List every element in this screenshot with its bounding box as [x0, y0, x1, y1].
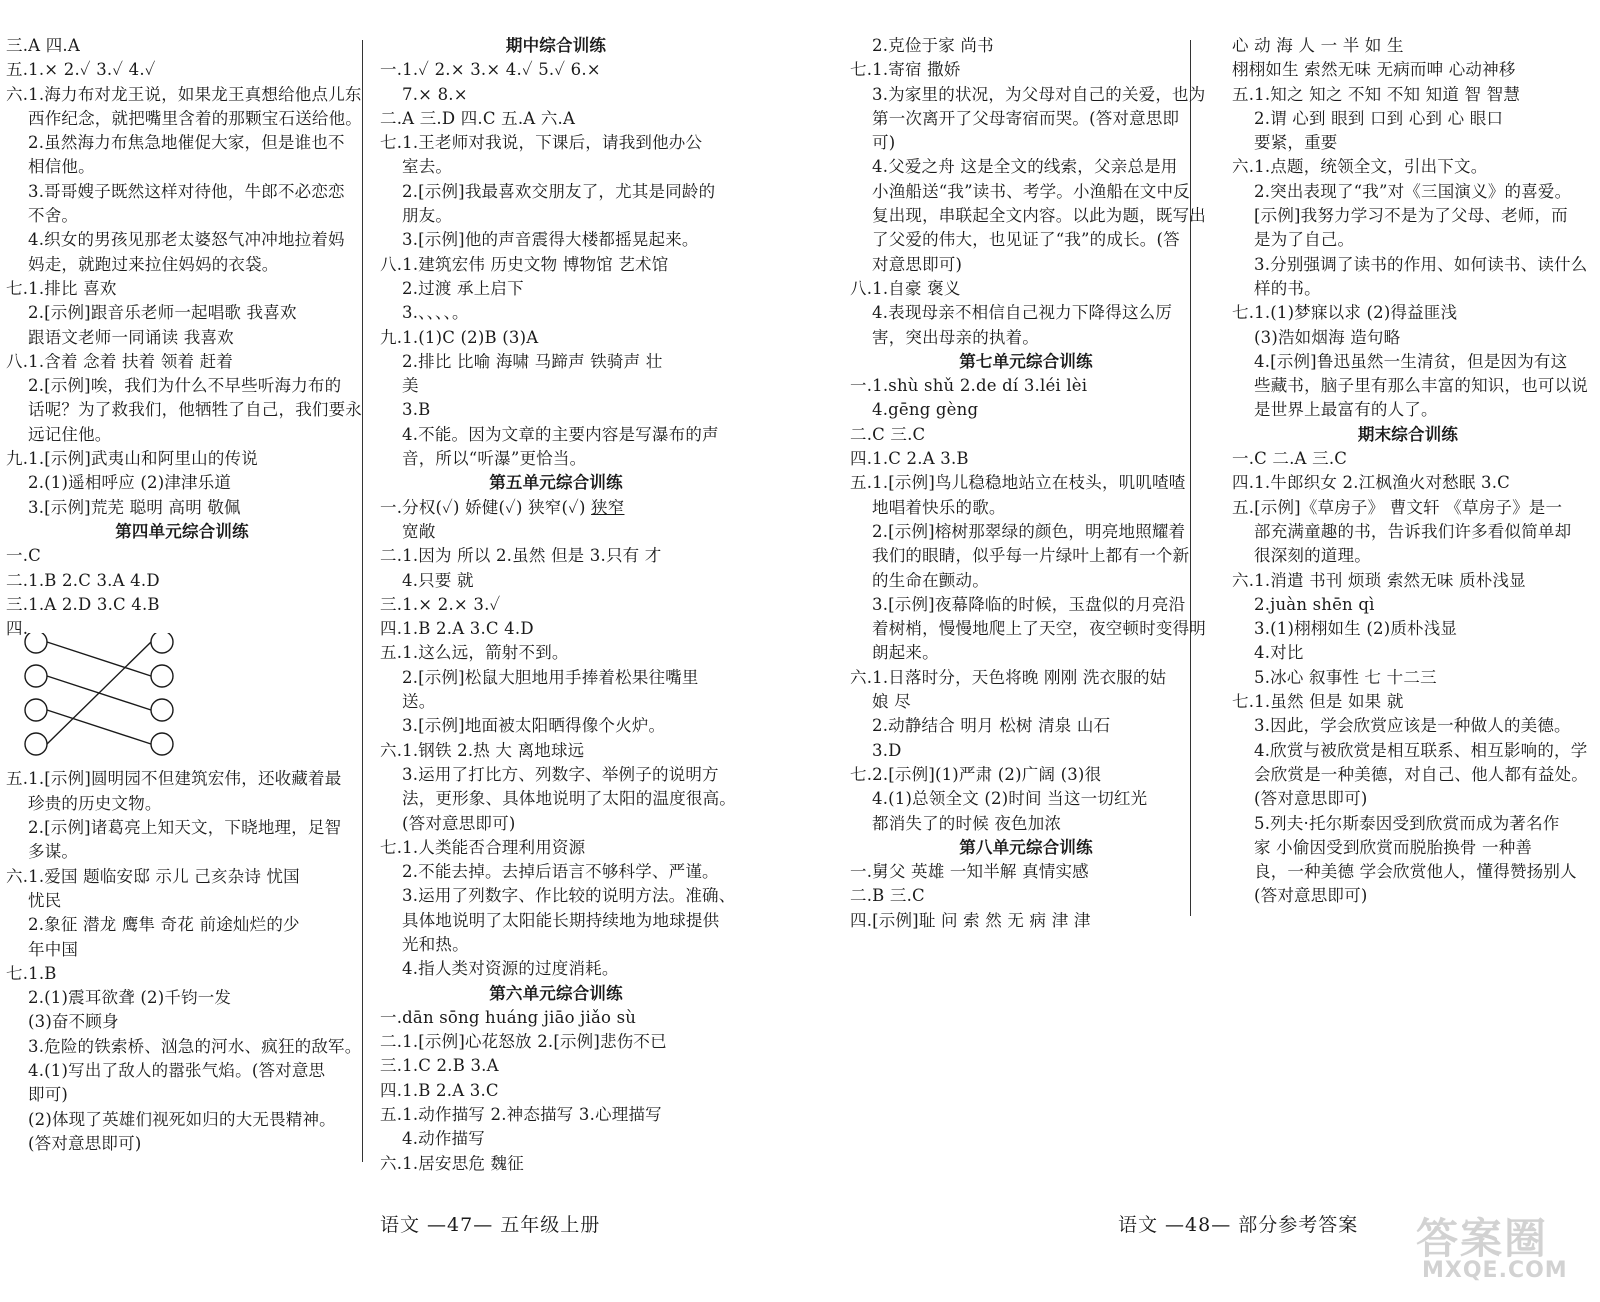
column-1: [6, 34, 362, 1156]
answer-line: 不舍。: [28, 206, 79, 226]
answer-line: 七.1.人类能否合理利用资源: [380, 837, 586, 857]
answer-line: 7.× 8.×: [402, 84, 468, 104]
answer-line: 二.C 三.C: [850, 424, 926, 444]
answer-line: 六.1.日落时分，天色将晚 刚刚 洗衣服的姑: [850, 667, 1167, 687]
answer-line: 第一次离开了父母寄宿而哭。(答对意思即: [872, 108, 1180, 128]
answer-line: 2.[示例]我最喜欢交朋友了，尤其是同龄的: [402, 181, 716, 201]
answer-line: 七.1.虽然 但是 如果 就: [1232, 692, 1404, 712]
match-left-circle: [25, 633, 47, 653]
answer-line: 八.1.建筑宏伟 历史文物 博物馆 艺术馆: [380, 254, 669, 274]
answer-line: 可): [872, 133, 896, 153]
answer-line: 4.(1)写出了敌人的嚣张气焰。(答对意思: [28, 1060, 326, 1080]
answer-line: 2.突出表现了“我”对《三国演义》的喜爱。: [1254, 181, 1572, 201]
answer-line: 二.1.因为 所以 2.虽然 但是 3.只有 才: [380, 546, 662, 566]
answer-line: 2.[示例]唉，我们为什么不早些听海力布的: [28, 376, 342, 396]
answer-line: 4.gēng gèng: [872, 400, 979, 420]
match-line: [47, 642, 151, 676]
answer-line: 2.(1)震耳欲聋 (2)千钧一发: [28, 988, 232, 1008]
answer-line: 四.: [6, 619, 29, 639]
answer-line: 一.1.✓ 2.× 3.× 4.✓ 5.✓ 6.×: [380, 60, 601, 80]
answer-line: 害，突出母亲的执着。: [872, 327, 1039, 347]
answer-line: 五.1.动作描写 2.神态描写 3.心理描写: [380, 1105, 662, 1125]
section-title: 第六单元综合训练: [489, 983, 623, 1003]
section-title: 第四单元综合训练: [115, 521, 249, 541]
answer-line: 二.A 三.D 四.C 五.A 六.A: [380, 108, 576, 128]
answer-line: 七.1.寄宿 撒娇: [850, 60, 961, 80]
answer-line: 五.1.知之 知之 不知 不知 知道 智 智慧: [1232, 84, 1521, 104]
match-line: [47, 642, 151, 744]
answer-line: 三.1.A 2.D 3.C 4.B: [6, 594, 160, 614]
answer-line: 跟语文老师一同诵读 我喜欢: [28, 327, 234, 347]
answer-line: 4.指人类对资源的过度消耗。: [402, 959, 619, 979]
answer-line: 4.对比: [1254, 643, 1304, 663]
answer-line: 些藏书，脑子里有那么丰富的知识，也可以说: [1254, 376, 1588, 396]
answer-line: 年中国: [28, 939, 79, 959]
answer-line: 4.欣赏与被欣赏是相互联系、相互影响的，学: [1254, 740, 1588, 760]
section-title: 期中综合训练: [505, 36, 607, 55]
answer-line: 九.1.(1)C (2)B (3)A: [380, 327, 539, 347]
answer-line: 三.1.× 2.× 3.✓: [380, 594, 501, 614]
answer-line: 八.1.自豪 褒义: [850, 278, 961, 298]
answer-line: 话呢？为了救我们，他牺牲了自己，我们要永: [28, 400, 362, 420]
answer-line: 五.1.这么远，箭射不到。: [380, 643, 569, 663]
answer-line: 六.1.钢铁 2.热 大 离地球远: [380, 740, 585, 760]
match-right-circle: [151, 665, 173, 687]
answer-line: 4.父爱之舟 这是全文的线索，父亲总是用: [872, 157, 1178, 177]
answer-line: 一.dān sōng huáng jiāo jiǎo sù: [380, 1007, 637, 1027]
answer-line: 家 小偷因受到欣赏而脱胎换骨 一种善: [1254, 837, 1533, 857]
answer-line: 要紧，重要: [1254, 133, 1338, 153]
answer-line: 复出现，串联起全文内容。以此为题，既写出: [872, 206, 1206, 226]
answer-line: (答对意思即可): [402, 813, 516, 833]
answer-line: 2.过渡 承上启下: [402, 278, 524, 298]
answer-line: 3.(1)栩栩如生 (2)质朴浅显: [1254, 619, 1458, 639]
answer-line: 4.动作描写: [402, 1129, 485, 1149]
answer-line: 4.只要 就: [402, 570, 474, 590]
answer-line: 六.1.居安思危 魏征: [380, 1153, 524, 1173]
answer-line: 都消失了的时候 夜色加浓: [872, 813, 1062, 833]
answer-line: 5.冰心 叙事性 七 十二三: [1254, 667, 1437, 687]
answer-line: (3)浩如烟海 造句略: [1254, 327, 1401, 347]
section-title: 第八单元综合训练: [959, 837, 1093, 857]
answer-line: 具体地说明了太阳能长期持续地为地球提供: [402, 910, 720, 930]
answer-line: 2.[示例]跟音乐老师一起唱歌 我喜欢: [28, 303, 297, 323]
match-right-circle: [151, 699, 173, 721]
answer-line: 是为了自己。: [1254, 230, 1355, 250]
answer-line: [380, 496, 732, 520]
answer-line: 3.因此，学会欣赏应该是一种做人的美德。: [1254, 716, 1571, 736]
answer-line: 一.C: [6, 546, 41, 566]
answer-line: [示例]我努力学习不是为了父母、老师，而: [1254, 206, 1568, 226]
answer-line: 珍贵的历史文物。: [28, 793, 162, 813]
matching-diagram: [22, 641, 358, 767]
answer-line: 4.织女的男孩见那老太婆怒气冲冲地拉着妈: [28, 230, 345, 250]
column-divider-1: [362, 40, 363, 1162]
answer-line: 美: [402, 376, 419, 396]
answer-line: 2.排比 比喻 海啸 马蹄声 铁骑声 壮: [402, 351, 663, 371]
answer-line: 很深刻的道理。: [1254, 546, 1371, 566]
answer-line: 3.[示例]地面被太阳晒得像个火炉。: [402, 716, 666, 736]
answer-line: 4.(1)总领全文 (2)时间 当这一切红光: [872, 789, 1148, 809]
answer-line: 2.动静结合 明月 松树 清泉 山石: [872, 716, 1111, 736]
answer-line: 一.舅父 英雄 一知半解 真情实感: [850, 862, 1089, 882]
answer-line: 四.1.B 2.A 3.C: [380, 1080, 499, 1100]
column-4: [1232, 34, 1588, 909]
answer-line: 2.克俭于家 尚书: [872, 36, 994, 55]
match-right-circle: [151, 733, 173, 755]
answer-line: 九.1.[示例]武夷山和阿里山的传说: [6, 449, 258, 469]
answer-line: 四.1.B 2.A 3.C 4.D: [380, 619, 534, 639]
answer-line: 部充满童趣的书，告诉我们许多看似简单却: [1254, 521, 1572, 541]
answer-line: 小渔船送“我”读书、考学。小渔船在文中反: [872, 181, 1190, 201]
answer-line: 远记住他。: [28, 424, 112, 444]
answer-line: 2.[示例]榕树那翠绿的颜色，明亮地照耀着: [872, 521, 1186, 541]
answer-line: 三.A 四.A: [6, 36, 80, 55]
answer-line: 3.分别强调了读书的作用、如何读书、读什么: [1254, 254, 1588, 274]
answer-line: 七.1.B: [6, 963, 57, 983]
column-2: [380, 34, 736, 1176]
answer-line: 3.[示例]夜幕降临的时候，玉盘似的月亮沿: [872, 594, 1186, 614]
answer-line: 2.象征 潜龙 鹰隼 奇花 前途灿烂的少: [28, 915, 300, 935]
answer-line: 一.C 二.A 三.C: [1232, 449, 1348, 469]
answer-line: 六.1.海力布对龙王说，如果龙王真想给他点儿东: [6, 84, 362, 104]
answer-line: 二.1.B 2.C 3.A 4.D: [6, 570, 160, 590]
answer-line: 送。: [402, 692, 436, 712]
answer-line: 2.[示例]松鼠大胆地用手捧着松果往嘴里: [402, 667, 699, 687]
answer-line: 3.[示例]他的声音震得大楼都摇晃起来。: [402, 230, 699, 250]
answer-line: 六.1.消遣 书刊 烦琐 索然无味 质朴浅显: [1232, 570, 1526, 590]
answer-line: 妈走，就跑过来拉住妈妈的衣袋。: [28, 254, 279, 274]
answer-line: 是世界上最富有的人了。: [1254, 400, 1438, 420]
answer-line: (答对意思即可): [28, 1133, 142, 1153]
answer-line: 2.(1)遥相呼应 (2)津津乐道: [28, 473, 232, 493]
answer-line: 3.运用了打比方、列数字、举例子的说明方: [402, 764, 719, 784]
answer-line: 相信他。: [28, 157, 95, 177]
match-line: [47, 710, 151, 744]
answer-line: 七.1.王老师对我说，下课后，请我到他办公: [380, 133, 703, 153]
answer-line: 即可): [28, 1085, 69, 1105]
answer-line: 五.[示例]《草房子》 曹文轩 《草房子》是一: [1232, 497, 1563, 517]
answer-line: 栩栩如生 索然无味 无病而呻 心动神移: [1232, 60, 1516, 80]
watermark-url: MXQE.COM: [1422, 1258, 1568, 1283]
answer-line: 五.1.[示例]鸟儿稳稳地站立在枝头，叽叽喳喳: [850, 473, 1186, 493]
answer-line: 3.D: [872, 740, 902, 760]
page-footer-left: 语文 —47— 五年级上册: [380, 1214, 601, 1236]
answer-line: 忧民: [28, 890, 62, 910]
answer-line: 了父爱的伟大，也见证了“我”的成长。(答: [872, 230, 1180, 250]
column-3: [850, 34, 1206, 933]
section-title: 第五单元综合训练: [489, 473, 623, 493]
answer-line: 娘 尽: [872, 692, 911, 712]
answer-line: 六.1.爱国 题临安邸 示儿 己亥杂诗 忧国: [6, 866, 300, 886]
match-right-circle: [151, 633, 173, 653]
answer-line: 2.谓 心到 眼到 口到 心到 心 眼口: [1254, 108, 1504, 128]
section-title: 第七单元综合训练: [959, 351, 1093, 371]
answer-line: 宽敞: [402, 521, 436, 541]
answer-line: 3.运用了列数字、作比较的说明方法。准确、: [402, 886, 736, 906]
answer-line: 七.1.排比 喜欢: [6, 278, 117, 298]
answer-line: 的生命在颤动。: [872, 570, 989, 590]
answer-line: 3.哥哥嫂子既然这样对待他，牛郎不必恋恋: [28, 181, 345, 201]
answer-line: 心 动 海 人 一 半 如 生: [1232, 36, 1404, 55]
answer-line: 4.表现母亲不相信自己视力下降得这么厉: [872, 303, 1173, 323]
answer-line: 样的书。: [1254, 278, 1321, 298]
answer-line: 室去。: [402, 157, 453, 177]
answer-line: (2)体现了英雄们视死如归的大无畏精神。: [28, 1109, 336, 1129]
answer-line: 二.1.[示例]心花怒放 2.[示例]悲伤不已: [380, 1032, 667, 1052]
answer-line: 4.[示例]鲁迅虽然一生清贫，但是因为有这: [1254, 351, 1568, 371]
answer-line: 5.列夫·托尔斯泰因受到欣赏而成为著名作: [1254, 813, 1560, 833]
match-left-circle: [25, 699, 47, 721]
answer-line: 会欣赏是一种美德，对自己、他人都有益处。: [1254, 764, 1588, 784]
answer-line: 四.[示例]耻 问 索 然 无 病 津 津: [850, 910, 1091, 930]
page-footer-right: 语文 —48— 部分参考答案: [1118, 1214, 1359, 1236]
answer-line: 七.1.(1)梦寐以求 (2)得益匪浅: [1232, 303, 1458, 323]
answer-line: 3.、、、、。: [402, 303, 469, 323]
answer-line: 3.[示例]荒芜 聪明 高明 敬佩: [28, 497, 241, 517]
answer-line: (答对意思即可): [1254, 789, 1368, 809]
answer-line: (3)奋不顾身: [28, 1012, 119, 1032]
answer-line: 四.1.牛郎织女 2.江枫渔火对愁眠 3.C: [1232, 473, 1510, 493]
answer-line: 西作纪念，就把嘴里含着的那颗宝石送给他。: [28, 108, 362, 128]
answer-line: 五.1.× 2.✓ 3.✓ 4.✓: [6, 60, 156, 80]
answer-line: 一.1.shù shǔ 2.de dí 3.léi lèi: [850, 376, 1088, 396]
answer-line: 二.B 三.C: [850, 886, 925, 906]
answer-line: 法，更形象、具体地说明了太阳的温度很高。: [402, 789, 736, 809]
answer-line: 2.虽然海力布焦急地催促大家，但是谁也不: [28, 133, 345, 153]
answer-line: 2.不能去掉。去掉后语言不够科学、严谨。: [402, 862, 719, 882]
answer-line: 2.[示例]诸葛亮上知天文，下晓地理，足智: [28, 818, 342, 838]
answer-line: 我们的眼睛，似乎每一片绿叶上都有一个新: [872, 546, 1190, 566]
answer-line: 地唱着快乐的歌。: [872, 497, 1006, 517]
answer-line: 六.1.点题，统领全文，引出下文。: [1232, 157, 1488, 177]
answer-line: 良，一种美德 学会欣赏他人，懂得赞扬别人: [1254, 862, 1577, 882]
answer-line: 对意思即可): [872, 254, 963, 274]
answer-line: 朗起来。: [872, 643, 939, 663]
watermark-text: 答案圈: [1416, 1214, 1549, 1263]
answer-line: 着树梢，慢慢地爬上了天空，夜空顿时变得明: [872, 619, 1206, 639]
answer-line: 朋友。: [402, 206, 453, 226]
match-left-circle: [25, 733, 47, 755]
answer-line: (答对意思即可): [1254, 886, 1368, 906]
watermark-logo: [1408, 1206, 1598, 1302]
answer-line: 音，所以“听瀑”更恰当。: [402, 449, 587, 469]
answer-line: 五.1.[示例]圆明园不但建筑宏伟，还收藏着最: [6, 769, 342, 789]
answer-line: 3.B: [402, 400, 431, 420]
section-title: 期末综合训练: [1357, 424, 1459, 444]
answer-line: 多谋。: [28, 842, 79, 862]
answer-text: 一.分权(✓) 娇健(✓) 狭窄(✓): [380, 497, 586, 517]
answer-line: 4.不能。因为文章的主要内容是写瀑布的声: [402, 424, 719, 444]
answer-line: 3.危险的铁索桥、汹急的河水、疯狂的敌军。: [28, 1036, 362, 1056]
answer-line: 八.1.含着 念着 扶着 领着 赶着: [6, 351, 234, 371]
answer-line: 3.为家里的状况，为父母对自己的关爱，也为: [872, 84, 1206, 104]
answer-line: 四.1.C 2.A 3.B: [850, 449, 969, 469]
answer-line: 光和热。: [402, 934, 469, 954]
answer-line: 七.2.[示例](1)严肃 (2)广阔 (3)很: [850, 764, 1102, 784]
underlined-word: 狭窄: [591, 497, 625, 517]
answer-line: 三.1.C 2.B 3.A: [380, 1056, 499, 1076]
answer-line: 2.juàn shēn qì: [1254, 594, 1375, 614]
match-left-circle: [25, 665, 47, 687]
